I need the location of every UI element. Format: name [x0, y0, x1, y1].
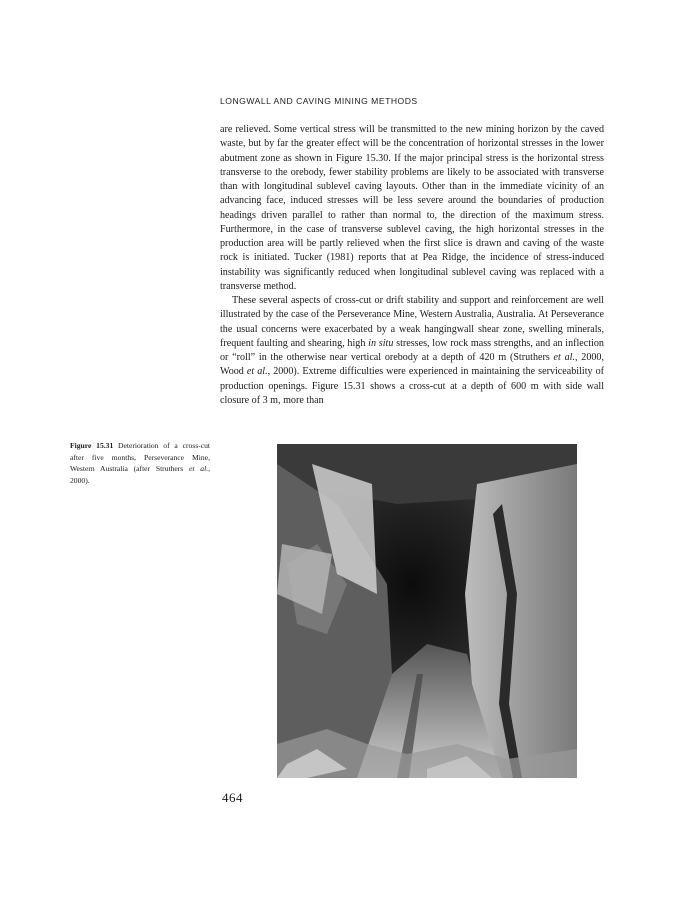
running-head: LONGWALL AND CAVING MINING METHODS	[220, 96, 418, 106]
page-number: 464	[222, 790, 243, 805]
text-run: , 2000). Extreme difficulties were experienced in maintaining the serviceability of production openings. Figure 15.31 shows a cross-cut at a depth of 600 m with side wall closure of 3 m, more than	[220, 366, 605, 406]
paragraph-1	[220, 123, 604, 294]
text-run: et al.	[246, 366, 268, 378]
caption-italic: et al.	[189, 464, 209, 473]
paragraph-2	[220, 294, 604, 408]
caption-text-end: , 2000).	[70, 464, 211, 485]
figure-caption	[70, 440, 210, 486]
text-run: stresses, low rock mass strengths, and an inflection or “roll” in the otherwise near vertical orebody at a depth of 420 m (Struthers	[220, 337, 604, 363]
caption-label: Figure 15.31	[70, 441, 114, 450]
body-text	[220, 123, 604, 408]
text-run: , 2000, Wood	[220, 352, 604, 378]
figure-photo	[277, 444, 577, 778]
caption-text: Deterioration of a cross-cut after five months, Perseverance Mine, Western Australia (after Struthers	[70, 441, 210, 473]
cross-cut-photo	[277, 444, 577, 778]
text-run: et al.	[553, 352, 575, 363]
text-run: are relieved. Some vertical stress will be transmitted to the new mining horizon by the caved waste, but by far the greater effect will be the concentration of horizontal stresses in the lower abutment zone as shown in Figure 15.30. If the major principal stress is the horizontal stress transverse to the orebody, fewer stability problems are likely to be associated with transverse than with longitudinal sublevel caving layouts. Other than in the immediate vicinity of an advancing face, induced stresses will be less severe around the boundaries of production headings driven parallel to rather than normal to, the direction of the maximum stress. Furthermore, in the case of transverse sublevel caving, the high horizontal stresses in the production area will be partly relieved when the first slice is drawn and caving of the waste rock is initiated. Tucker (1981) reports that at Pea Ridge, the incidence of stress-induced instability was significantly reduced when longitudinal sublevel caving was replaced with a transverse method.	[220, 124, 604, 292]
text-run: in situ	[368, 337, 394, 349]
text-run: These several aspects of cross-cut or drift stability and support and reinforcement are well illustrated by the case of the Perseverance Mine, Western Australia, Australia. At Perseverance the usual concerns were exacerbated by a weak hangingwall shear zone, swelling minerals, frequent faulting and shearing, high	[220, 295, 604, 349]
